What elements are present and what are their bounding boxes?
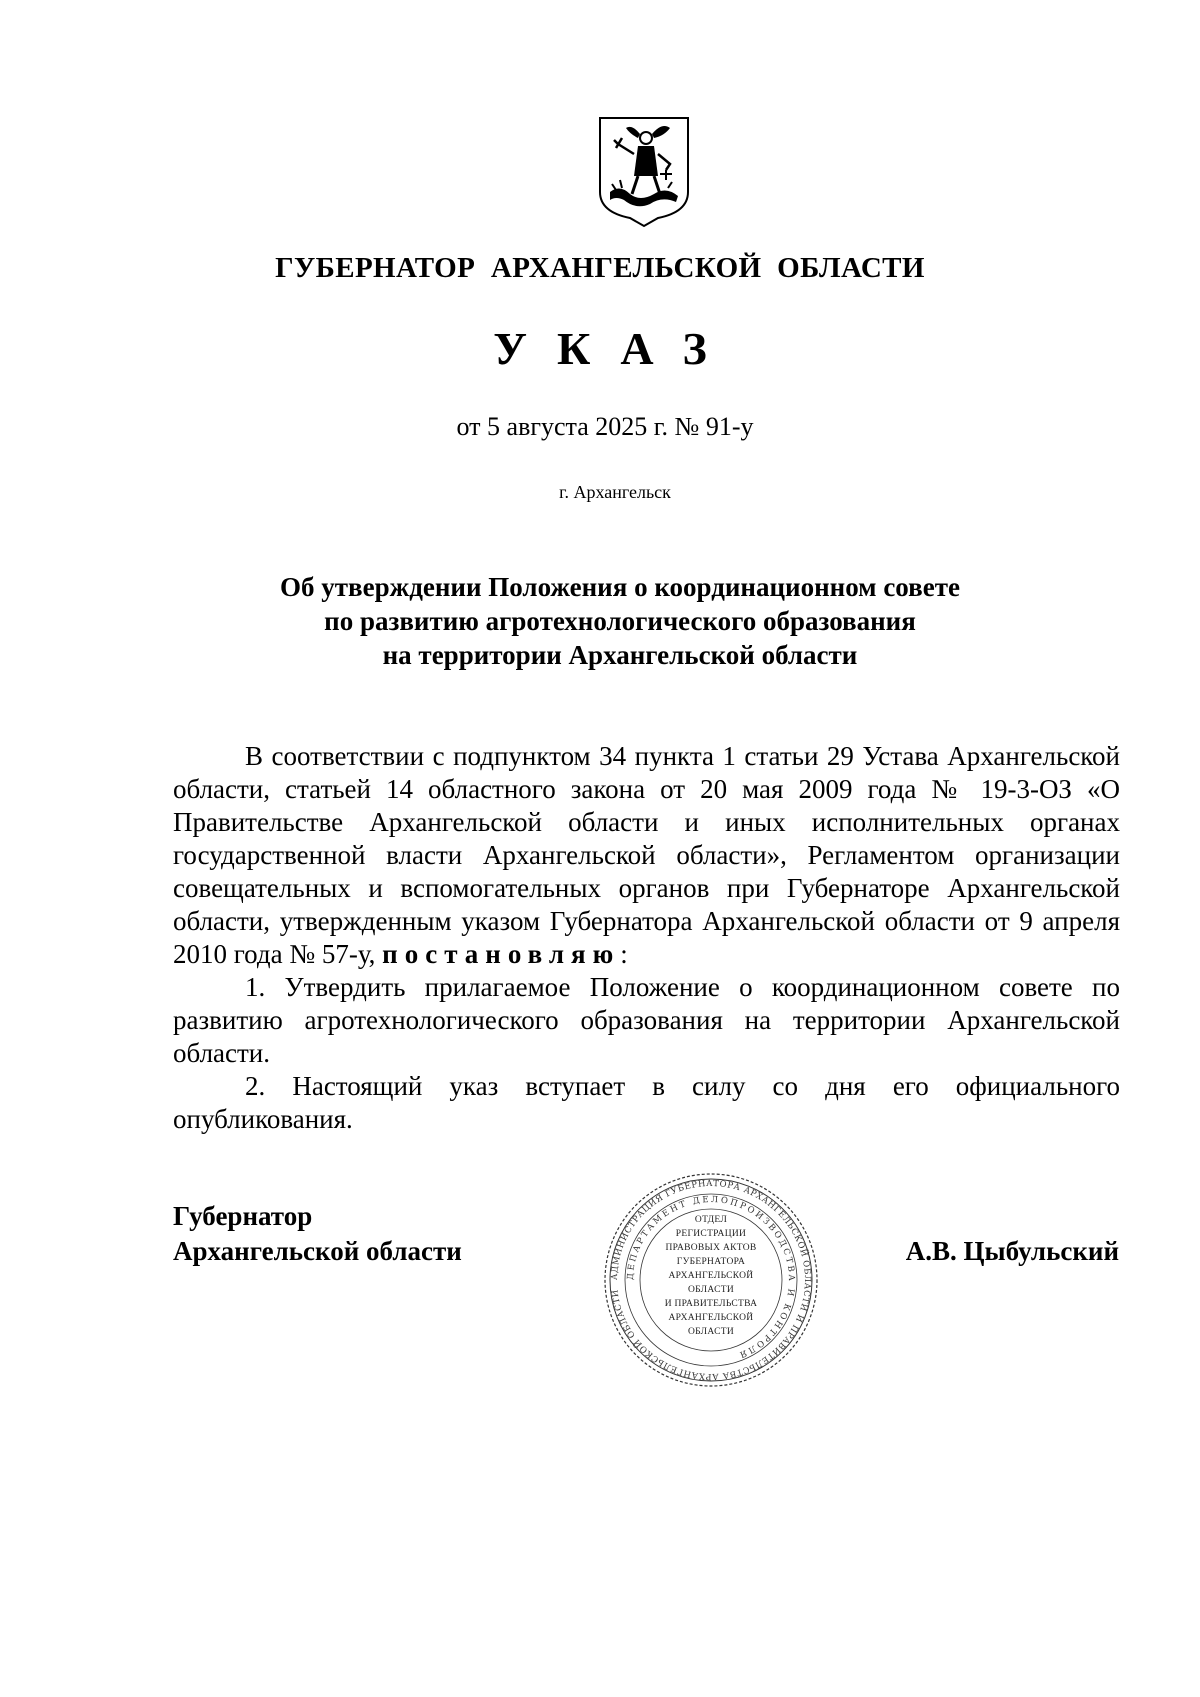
seal-center-line: ОБЛАСТИ [687,1327,734,1337]
document-date-number: от 5 августа 2025 г. № 91-у [456,412,754,441]
document-body [173,740,1120,1136]
seal-outer-ring-path: АДМИНИСТРАЦИЯ ГУБЕРНАТОРА АРХАНГЕЛЬСКОЙ ОБЛАСТИ И ПРАВИТЕЛЬСТВА АРХАНГЕЛЬСКОЙ ОБЛАСТИ [609,1178,813,1382]
coat-of-arms-icon [596,114,692,228]
seal-center-line: РЕГИСТРАЦИИ [675,1229,747,1239]
seal-center-line: ПРАВОВЫХ АКТОВ [665,1243,757,1253]
signatory-name: А.В. Цыбульский [905,1236,1119,1266]
seal-center-line: АРХАНГЕЛЬСКОЙ [668,1271,754,1281]
signatory-role-line: Архангельской области [173,1236,462,1266]
signatory-role [173,1199,462,1269]
seal-center-line: И ПРАВИТЕЛЬСТВА [664,1299,758,1309]
seal-center-line: ГУБЕРНАТОРА [676,1257,746,1267]
title-line: по развитию агротехнологического образования [324,606,916,636]
title-line: Об утверждении Положения о координационном совете [280,572,960,602]
seal-inner-ring-path: ДЕПАРТАМЕНТ ДЕЛОПРОИЗВОДСТВА И КОНТРОЛЯ [625,1194,797,1361]
document-type: УКАЗ [493,323,737,374]
signatory-role-line: Губернатор [173,1201,313,1231]
item-2-paragraph: 2. Настоящий указ вступает в силу со дня его официального опубликования. [173,1071,1120,1134]
seal-center-line: ОТДЕЛ [694,1215,728,1225]
resolves-word: постановляю [382,939,621,969]
preamble-text: В соответствии с подпунктом 34 пункта 1 статьи 29 Устава Архангельской области, статьей 14 областного закона от 20 мая 2009 года № 19-3-ОЗ «О Правительстве Архангельской области и иных исполнительных органах государственной власти Архангельской области», Регламентом организации совещательных и вспомогательных органов при Губернаторе Архангельской области, утвержденным указом Губернатора Архангельской области от 9 апреля 2010 года № 57-у, [173,741,1120,969]
seal-center-text [655,1213,767,1339]
item-1-paragraph: 1. Утвердить прилагаемое Положение о координационном совете по развитию агротехнологического образования на территории Архангельской области. [173,972,1120,1068]
preamble-paragraph [173,740,1120,971]
document-place: г. Архангельск [559,482,671,502]
resolves-colon: : [620,939,628,969]
seal-center-line: АРХАНГЕЛЬСКОЙ [668,1313,754,1323]
seal-center-line: ОБЛАСТИ [687,1285,734,1295]
title-line: на территории Архангельской области [382,640,858,670]
document-title [160,570,1080,672]
issuer-heading: ГУБЕРНАТОР АРХАНГЕЛЬСКОЙ ОБЛАСТИ [275,252,925,284]
